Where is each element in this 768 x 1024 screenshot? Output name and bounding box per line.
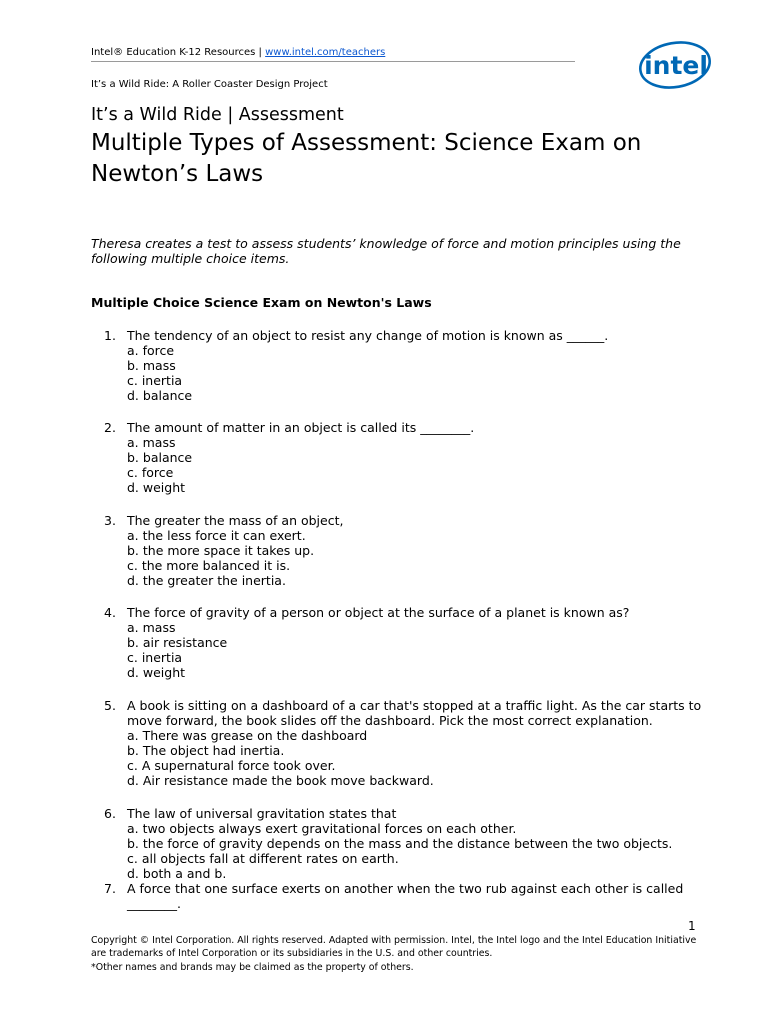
answer-option: b. mass	[127, 358, 176, 373]
answer-option: a. There was grease on the dashboard	[127, 728, 368, 743]
answer-option: b. balance	[127, 450, 193, 465]
question-3	[104, 513, 704, 588]
answer-option: c. force	[127, 465, 174, 480]
question-7	[104, 881, 704, 911]
answer-option: d. balance	[127, 388, 193, 403]
answer-option: c. inertia	[127, 650, 183, 665]
answer-option: c. all objects fall at different rates on earth.	[127, 851, 399, 866]
answer-option: b. air resistance	[127, 635, 228, 650]
answer-option: d. the greater the inertia.	[127, 573, 286, 588]
answer-option: d. Air resistance made the book move backward.	[127, 773, 434, 788]
question-stem: The amount of matter in an object is called its ________.	[127, 420, 475, 435]
intro-paragraph: Theresa creates a test to assess students’ knowledge of force and motion principles using the following multiple choice items.	[91, 236, 681, 266]
intel-teachers-link[interactable]: www.intel.com/teachers	[265, 47, 386, 58]
question-stem: The tendency of an object to resist any change of motion is known as ______.	[127, 328, 609, 343]
answer-option: a. force	[127, 343, 175, 358]
header-resources-text: Intel® Education K-12 Resources |	[91, 47, 266, 58]
answer-option: a. the less force it can exert.	[127, 528, 306, 543]
answer-option: c. the more balanced it is.	[127, 558, 291, 573]
answer-option: a. mass	[127, 620, 176, 635]
question-stem: The law of universal gravitation states that	[127, 806, 397, 821]
answer-option: d. both a and b.	[127, 866, 227, 881]
question-number: 1.	[104, 328, 116, 343]
question-number: 7.	[104, 881, 116, 896]
question-number: 2.	[104, 420, 116, 435]
question-1	[104, 328, 704, 403]
question-stem: The greater the mass of an object,	[127, 513, 344, 528]
page-subtitle: It’s a Wild Ride | Assessment	[91, 105, 344, 125]
trademark-note: *Other names and brands may be claimed as the property of others.	[91, 961, 414, 973]
answer-option: d. weight	[127, 480, 186, 495]
answer-option: a. two objects always exert gravitational forces on each other.	[127, 821, 517, 836]
question-stem: The force of gravity of a person or object at the surface of a planet is known as?	[127, 605, 630, 620]
question-stem: A force that one surface exerts on another when the two rub against each other is called ________.	[127, 881, 684, 911]
header-resources-line	[91, 46, 385, 59]
answer-option: c. A supernatural force took over.	[127, 758, 336, 773]
copyright-footer	[91, 934, 703, 974]
answer-option: b. the force of gravity depends on the mass and the distance between the two objects.	[127, 836, 673, 851]
project-title: It’s a Wild Ride: A Roller Coaster Design Project	[91, 79, 328, 90]
question-2	[104, 420, 704, 495]
answer-option: d. weight	[127, 665, 186, 680]
question-number: 4.	[104, 605, 116, 620]
copyright-text: Copyright © Intel Corporation. All rights reserved. Adapted with permission. Intel, the Intel logo and the Intel Education Initiative are trademarks of Intel Corporation or its subsidiaries in the U.S. and other countries.	[91, 935, 697, 960]
answer-option: b. The object had inertia.	[127, 743, 285, 758]
intel-logo	[636, 36, 716, 92]
question-4	[104, 605, 704, 680]
question-number: 3.	[104, 513, 116, 528]
header-rule	[91, 61, 575, 62]
question-number: 5.	[104, 698, 116, 713]
exam-heading: Multiple Choice Science Exam on Newton's Laws	[91, 295, 432, 310]
page-number: 1	[688, 919, 696, 933]
answer-option: a. mass	[127, 435, 176, 450]
answer-option: c. inertia	[127, 373, 183, 388]
page-title: Multiple Types of Assessment: Science Exam on Newton’s Laws	[91, 130, 642, 187]
intel-logo-text: intel	[644, 51, 708, 80]
question-stem: A book is sitting on a dashboard of a car that's stopped at a traffic light. As the car starts to move forward, the book slides off the dashboard. Pick the most correct explanation.	[127, 698, 702, 728]
question-number: 6.	[104, 806, 116, 821]
question-5	[104, 698, 704, 788]
answer-option: b. the more space it takes up.	[127, 543, 315, 558]
question-6	[104, 806, 704, 881]
